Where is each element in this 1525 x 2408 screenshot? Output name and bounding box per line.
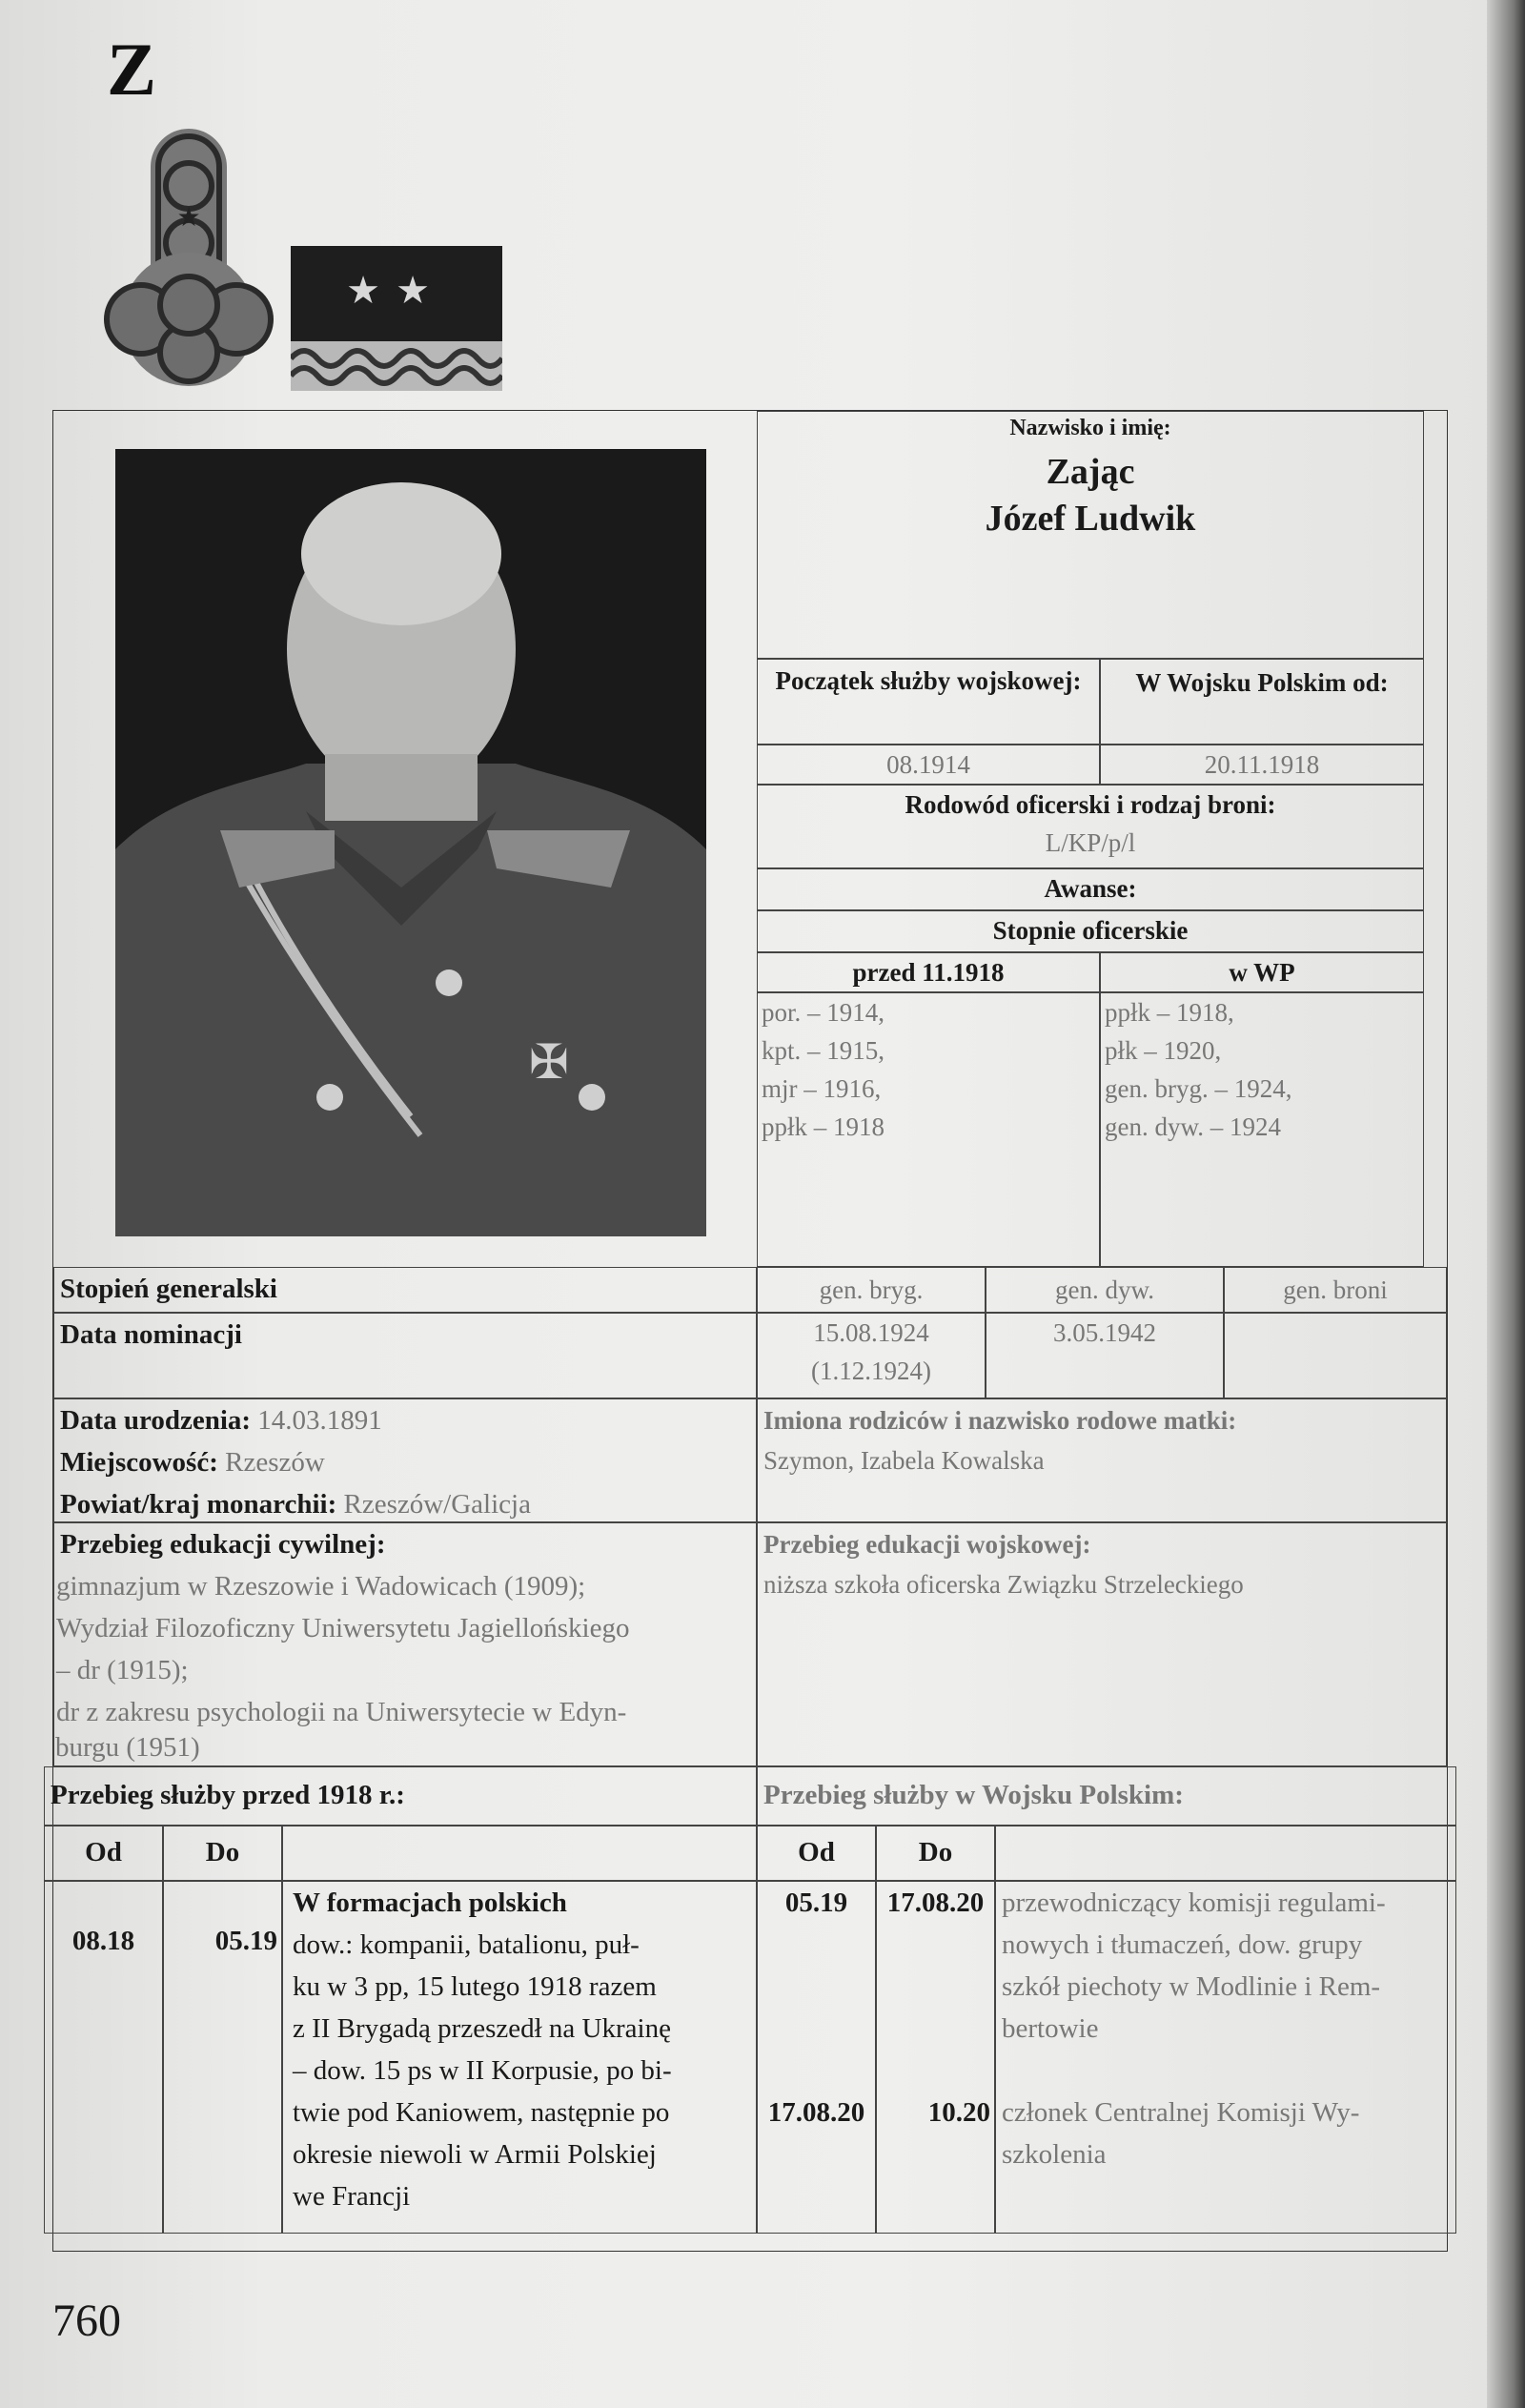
service-before-label: Przebieg służby przed 1918 r.: [51, 1780, 405, 1810]
lineage-label: Rodowód oficerski i rodzaj broni: [905, 790, 1276, 819]
birth-label: Data urodzenia: [60, 1405, 252, 1436]
parents-cell [757, 1398, 1447, 1522]
birth-value: 14.03.1891 [257, 1405, 382, 1436]
lineage-cell [757, 785, 1424, 868]
gen-dyw-date-cell [986, 1313, 1224, 1398]
before-line-7: we Francji [293, 2181, 411, 2212]
service-start-value: 08.1914 [886, 750, 970, 779]
wp-rank-3: gen. bryg. – 1924, [1105, 1074, 1292, 1103]
svg-text:★: ★ [176, 203, 201, 233]
before-to-value: 05.19 [214, 1926, 277, 1956]
svg-text:✠: ✠ [529, 1035, 569, 1089]
page-number: 760 [52, 2296, 121, 2346]
place-value: Rzeszów [225, 1447, 325, 1478]
before-rank-1: por. – 1914, [762, 998, 885, 1027]
wp-to-cell [876, 1881, 995, 2234]
personal-cell [53, 1398, 757, 1522]
promotions-cell [757, 868, 1424, 910]
before-title: W formacjach polskich [293, 1888, 567, 1918]
gen-bryg-header-cell [757, 1267, 986, 1313]
place-label: Miejscowość: [60, 1447, 218, 1478]
wp-entry-1-to: 17.08.20 [886, 1888, 985, 1918]
section-letter: Z [107, 28, 157, 111]
wp-start-value-cell [1100, 745, 1424, 785]
nomination-label: Data nominacji [60, 1319, 242, 1350]
wp-to-col [876, 1826, 995, 1881]
wp-entry-2-to: 10.20 [927, 2097, 990, 2128]
wp-desc-cell [995, 1881, 1456, 2234]
before-desc-cell [282, 1881, 757, 2234]
ranks-label: Stopnie oficerskie [992, 916, 1189, 945]
before-rank-3: mjr – 1916, [762, 1074, 882, 1103]
gen-bryg-date-alt: (1.12.1924) [811, 1357, 931, 1385]
civil-education-line-5-wrap [53, 1726, 757, 1768]
wp-start-value: 20.11.1918 [1204, 750, 1320, 779]
wp-entry-1-line-2: nowych i tłumaczeń, dow. grupy [1002, 1929, 1363, 1960]
military-education-label: Przebieg edukacji wojskowej: [763, 1530, 1091, 1559]
civil-education-line-1: gimnazjum w Rzeszowie i Wadowicach (1909); [56, 1571, 586, 1602]
wp-entry-1-line-3: szkół piechoty w Modlinie i Rem- [1002, 1971, 1381, 2002]
before-from-cell [44, 1881, 163, 2234]
gen-bryg-date: 15.08.1924 [813, 1318, 929, 1347]
civil-education-label: Przebieg edukacji cywilnej: [60, 1529, 386, 1560]
gen-bryg-label: gen. bryg. [819, 1275, 924, 1304]
service-start-label: Początek służby wojskowej: [775, 666, 1082, 695]
nomination-label-cell [53, 1313, 757, 1398]
before-from-value: 08.18 [71, 1926, 135, 1956]
general-rank-label: Stopień generalski [60, 1274, 277, 1304]
rank-patch-icon [291, 246, 502, 391]
book-spine [1487, 0, 1525, 2408]
general-rank-label-cell [53, 1267, 757, 1313]
wp-entry-2-line-2: szkolenia [1002, 2139, 1107, 2170]
wp-desc-col [995, 1826, 1456, 1881]
gen-bryg-date-cell [757, 1313, 986, 1398]
civil-education-line-3: – dr (1915); [56, 1655, 189, 1685]
civil-education-line-2: Wydział Filozoficzny Uniwersytetu Jagiellońskiego [56, 1613, 630, 1643]
epaulette-icon [103, 119, 274, 386]
service-before-header-cell [44, 1766, 757, 1826]
before-1918-label: przed 11.1918 [852, 958, 1005, 987]
before-1918-header-cell [757, 952, 1100, 992]
before-to-cell [163, 1881, 282, 2234]
surname: Zając [1046, 452, 1135, 492]
service-wp-label: Przebieg służby w Wojsku Polskim: [763, 1780, 1184, 1810]
before-from-header: Od [85, 1837, 122, 1867]
lineage-value: L/KP/p/l [1045, 828, 1136, 857]
wp-from-col [757, 1826, 876, 1881]
portrait-photo [115, 449, 706, 1236]
before-rank-4: ppłk – 1918 [762, 1112, 885, 1141]
civil-education-line-5: burgu (1951) [55, 1732, 200, 1763]
before-line-2: ku w 3 pp, 15 lutego 1918 razem [293, 1971, 657, 2002]
before-line-6: okresie niewoli w Armii Polskiej [293, 2139, 657, 2170]
given-names: Józef Ludwik [985, 499, 1196, 539]
wp-to-header: Do [918, 1837, 953, 1867]
service-start-value-cell [757, 745, 1100, 785]
name-label: Nazwisko i imię: [1009, 416, 1171, 440]
gen-broni-label: gen. broni [1283, 1275, 1388, 1304]
gen-broni-header-cell [1224, 1267, 1447, 1313]
military-education-cell [757, 1522, 1447, 1766]
biography-card [52, 410, 1448, 2252]
promotions-label: Awanse: [1044, 874, 1137, 903]
wp-rank-1: ppłk – 1918, [1105, 998, 1234, 1027]
gen-broni-date-cell [1224, 1313, 1447, 1398]
parents-label: Imiona rodziców i nazwisko rodowe matki: [763, 1406, 1237, 1435]
ranks-cell [757, 910, 1424, 952]
wp-entry-2-from: 17.08.20 [767, 2097, 865, 2128]
before-from-col [44, 1826, 163, 1881]
wp-entry-1-from: 05.19 [784, 1888, 848, 1918]
civil-education-line-4: dr z zakresu psychologii na Uniwersytecie w Edyn- [56, 1697, 627, 1727]
wp-rank-4: gen. dyw. – 1924 [1105, 1112, 1281, 1141]
wp-start-label-cell [1100, 659, 1424, 745]
svg-text:★: ★ [346, 269, 380, 312]
wp-ranks-header-cell [1100, 952, 1424, 992]
wp-start-label: W Wojsku Polskim od: [1135, 668, 1389, 697]
district-label: Powiat/kraj monarchii: [60, 1489, 337, 1520]
wp-entry-1-line-4: bertowie [1002, 2013, 1099, 2044]
service-wp-header-cell [757, 1766, 1456, 1826]
before-1918-ranks-cell [757, 992, 1100, 1267]
wp-from-cell [757, 1881, 876, 2234]
before-line-5: twie pod Kaniowem, następnie po [293, 2097, 670, 2128]
gen-dyw-date: 3.05.1942 [1053, 1318, 1156, 1347]
name-block [757, 411, 1424, 659]
wp-ranks-label: w WP [1229, 958, 1295, 987]
before-line-3: z II Brygadą przeszedł na Ukrainę [293, 2013, 671, 2044]
before-rank-2: kpt. – 1915, [762, 1036, 885, 1065]
gen-dyw-label: gen. dyw. [1055, 1275, 1154, 1304]
wp-ranks-cell [1100, 992, 1424, 1267]
svg-text:★: ★ [396, 269, 430, 312]
before-to-col [163, 1826, 282, 1881]
military-education-value: niższa szkoła oficerska Związku Strzeleckiego [763, 1570, 1244, 1599]
wp-entry-1-line-1: przewodniczący komisji regulami- [1002, 1888, 1386, 1918]
before-line-4: – dow. 15 ps w II Korpusie, po bi- [293, 2055, 672, 2086]
gen-dyw-header-cell [986, 1267, 1224, 1313]
before-desc-col [282, 1826, 757, 1881]
before-line-1: dow.: kompanii, batalionu, puł- [293, 1929, 640, 1960]
service-start-label-cell [757, 659, 1100, 745]
parents-value: Szymon, Izabela Kowalska [763, 1446, 1045, 1475]
wp-entry-2-line-1: członek Centralnej Komisji Wy- [1002, 2097, 1360, 2128]
before-to-header: Do [205, 1837, 240, 1867]
wp-from-header: Od [798, 1837, 835, 1867]
district-value: Rzeszów/Galicja [343, 1489, 531, 1520]
wp-rank-2: płk – 1920, [1105, 1036, 1222, 1065]
